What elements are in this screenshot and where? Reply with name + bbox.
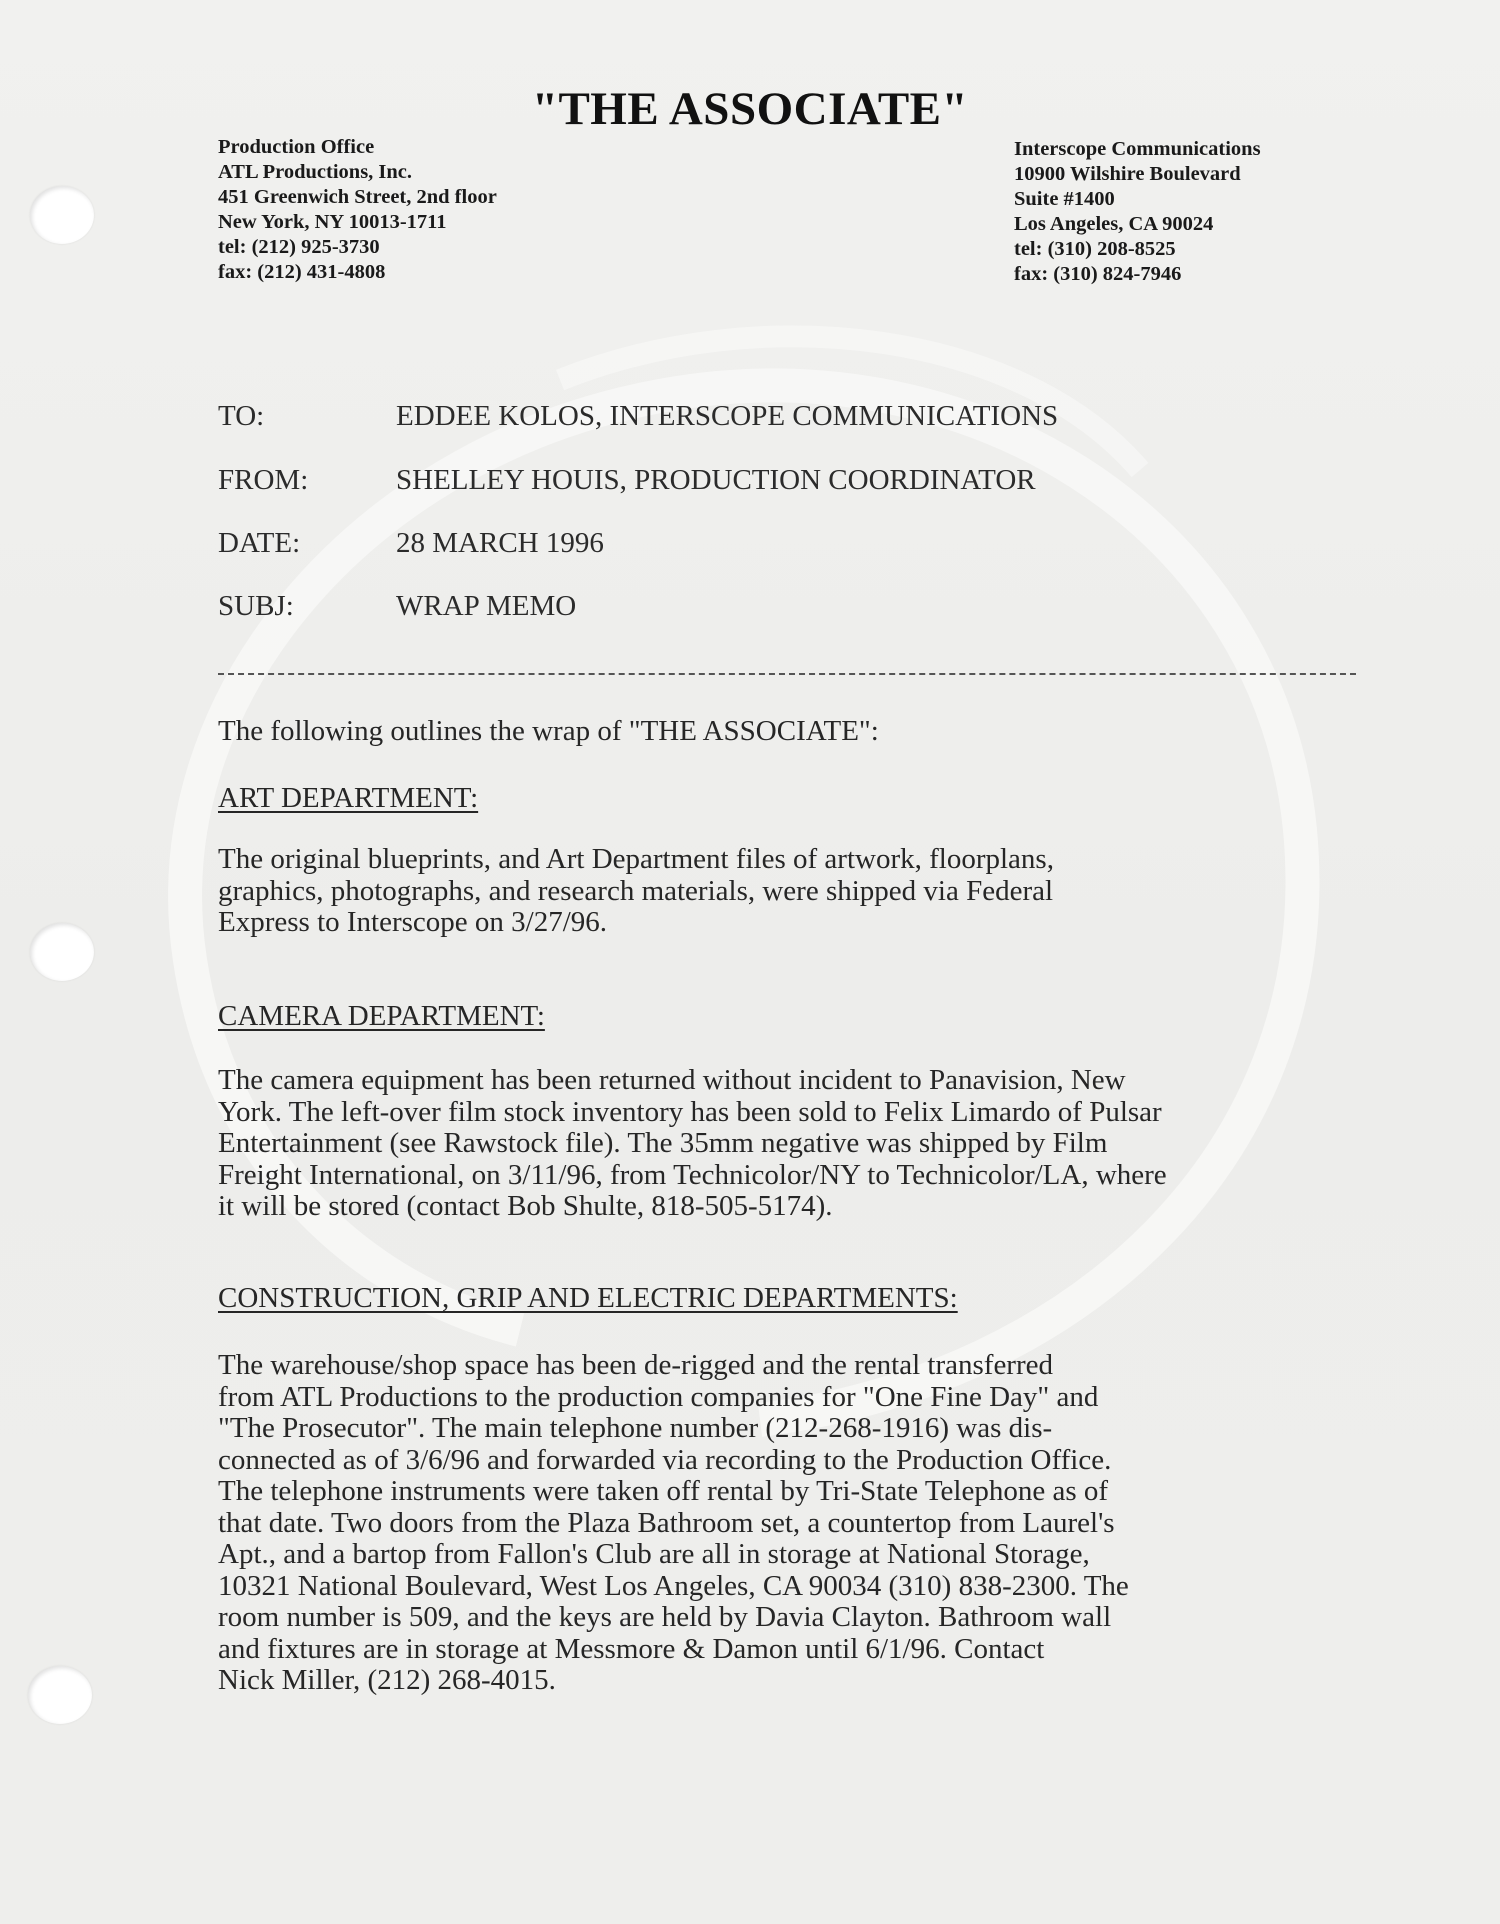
memo-subj-label: SUBJ: bbox=[218, 590, 294, 622]
memo-from-label: FROM: bbox=[218, 464, 309, 496]
binder-hole-middle bbox=[30, 923, 94, 981]
paragraph-line: it will be stored (contact Bob Shulte, 818-505-5174). bbox=[218, 1190, 833, 1222]
section-heading-art: ART DEPARTMENT: bbox=[218, 782, 479, 814]
paragraph-line: from ATL Productions to the production companies for "One Fine Day" and bbox=[218, 1380, 1099, 1413]
production-office-address bbox=[218, 135, 497, 285]
paragraph-line: connected as of 3/6/96 and forwarded via recording to the Production Office. bbox=[218, 1443, 1112, 1476]
memo-subj-value: WRAP MEMO bbox=[396, 590, 577, 622]
address-line: fax: (310) 824-7946 bbox=[1014, 263, 1182, 285]
paragraph-line: Freight International, on 3/11/96, from Technicolor/NY to Technicolor/LA, where bbox=[218, 1158, 1167, 1191]
document-title: "THE ASSOCIATE" bbox=[531, 83, 969, 135]
paragraph-line: "The Prosecutor". The main telephone number (212-268-1916) was dis- bbox=[218, 1412, 1053, 1444]
section-body-camera bbox=[218, 1065, 1167, 1223]
paragraph-line: 10321 National Boulevard, West Los Angeles, CA 90034 (310) 838-2300. The bbox=[218, 1569, 1129, 1602]
address-line: Los Angeles, CA 90024 bbox=[1014, 213, 1214, 235]
paragraph-line: Apt., and a bartop from Fallon's Club are all in storage at National Storage, bbox=[218, 1538, 1090, 1570]
paragraph-line: The camera equipment has been returned without incident to Panavision, New bbox=[218, 1064, 1126, 1096]
paragraph-line: that date. Two doors from the Plaza Bathroom set, a countertop from Laurel's bbox=[218, 1506, 1115, 1539]
address-line: tel: (310) 208-8525 bbox=[1014, 238, 1176, 260]
paragraph-line: The telephone instruments were taken off rental by Tri-State Telephone as of bbox=[218, 1475, 1109, 1507]
address-line: 451 Greenwich Street, 2nd floor bbox=[218, 186, 497, 208]
address-line: New York, NY 10013-1711 bbox=[218, 211, 447, 233]
binder-hole-top bbox=[30, 186, 94, 244]
paragraph-line: and fixtures are in storage at Messmore & Damon until 6/1/96. Contact bbox=[218, 1632, 1045, 1665]
binder-hole-bottom bbox=[28, 1666, 92, 1724]
intro-text: The following outlines the wrap of "THE ASSOCIATE": bbox=[218, 715, 879, 747]
address-line: Production Office bbox=[218, 136, 375, 158]
memo-from-value: SHELLEY HOUIS, PRODUCTION COORDINATOR bbox=[396, 464, 1036, 496]
paragraph-line: Entertainment (see Rawstock file). The 35mm negative was shipped by Film bbox=[218, 1127, 1108, 1159]
memo-to-value: EDDEE KOLOS, INTERSCOPE COMMUNICATIONS bbox=[396, 400, 1059, 432]
paragraph-line: room number is 509, and the keys are held by Davia Clayton. Bathroom wall bbox=[218, 1601, 1112, 1633]
section-heading-construction: CONSTRUCTION, GRIP AND ELECTRIC DEPARTMENTS: bbox=[218, 1282, 958, 1314]
memo-to-label: TO: bbox=[218, 400, 265, 432]
paragraph-line: The warehouse/shop space has been de-rigged and the rental transferred bbox=[218, 1349, 1053, 1381]
address-line: fax: (212) 431-4808 bbox=[218, 261, 386, 283]
address-line: ATL Productions, Inc. bbox=[218, 161, 413, 183]
paragraph-line: York. The left-over film stock inventory has been sold to Felix Limardo of Pulsar bbox=[218, 1095, 1162, 1128]
section-heading-camera: CAMERA DEPARTMENT: bbox=[218, 1000, 545, 1032]
memo-date-value: 28 MARCH 1996 bbox=[396, 527, 604, 559]
paragraph-line: graphics, photographs, and research materials, were shipped via Federal bbox=[218, 874, 1054, 907]
section-body-construction bbox=[218, 1350, 1129, 1697]
paragraph-line: Express to Interscope on 3/27/96. bbox=[218, 906, 608, 938]
address-line: tel: (212) 925-3730 bbox=[218, 236, 380, 258]
paragraph-line: Nick Miller, (212) 268-4015. bbox=[218, 1664, 556, 1696]
address-line: Interscope Communications bbox=[1014, 138, 1261, 160]
memo-date-label: DATE: bbox=[218, 527, 301, 559]
paragraph-line: The original blueprints, and Art Department files of artwork, floorplans, bbox=[218, 843, 1054, 875]
address-line: 10900 Wilshire Boulevard bbox=[1014, 163, 1241, 185]
dashed-divider bbox=[218, 673, 1356, 675]
address-line: Suite #1400 bbox=[1014, 188, 1115, 210]
interscope-address bbox=[1014, 137, 1261, 287]
section-body-art bbox=[218, 844, 1054, 939]
